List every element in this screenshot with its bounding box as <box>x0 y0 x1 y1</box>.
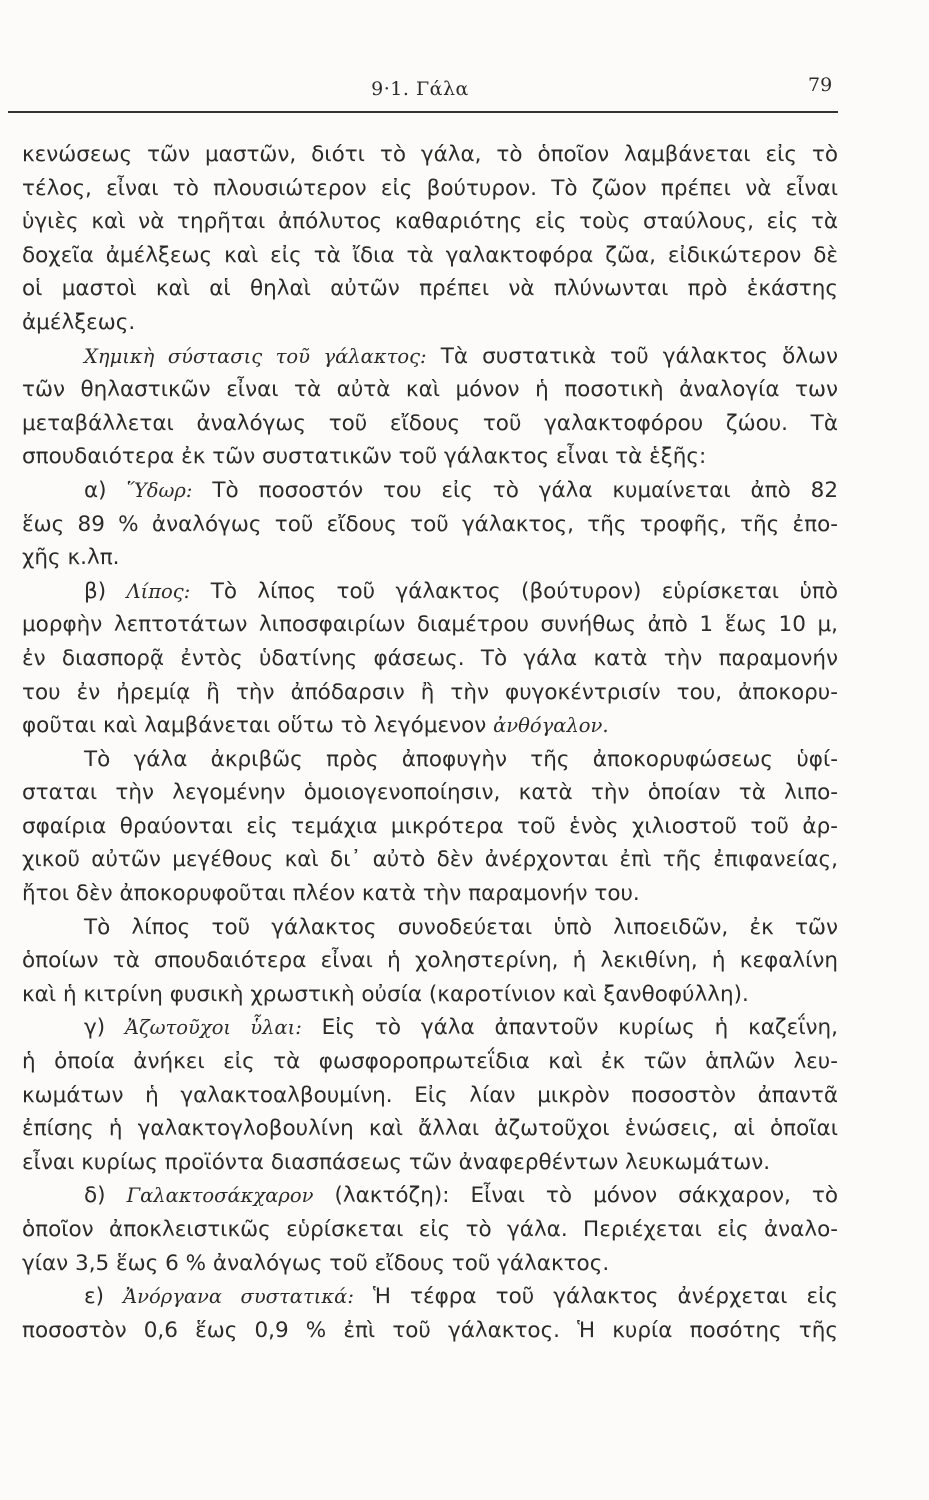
text-line: ἐν διασπορᾷ ἐντὸς ὑδατίνης φάσεως. Τὸ γάλα κατὰ τὴν παραμονήν <box>22 645 838 671</box>
text-line: μορφὴν λεπτοτάτων λιποσφαιρίων διαμέτρου συνήθως ἀπὸ 1 ἕως 10 μ, <box>22 612 838 638</box>
text-line: τῶν θηλαστικῶν εἶναι τὰ αὐτὰ καὶ μόνον ἡ ποσοτικὴ ἀναλογία των <box>22 377 838 403</box>
list-item-nitrogen: γ) Ἀζωτοῦχοι ὗλαι: Εἰς τὸ γάλα ἀπαντοῦν κυρίως ἡ καζεΐνη, <box>84 1015 838 1041</box>
text-line: τέλος, εἶναι τὸ πλουσιώτερον εἰς βούτυρον. Τὸ ζῶον πρέπει νὰ εἶναι <box>22 175 838 201</box>
item-heading: Λίπος: <box>126 579 191 603</box>
text-line: ἤτοι δὲν ἀποκορυφοῦται πλέον κατὰ τὴν παραμονήν του. <box>22 881 640 907</box>
running-title: 9·1. Γάλα <box>371 78 469 100</box>
text-line: ὁποῖον ἀποκλειστικῶς εὑρίσκεται εἰς τὸ γάλα. Περιέχεται εἰς ἀναλο- <box>22 1217 838 1242</box>
text-line: ἐπίσης ἡ γαλακτογλοβουλίνη καὶ ἄλλαι ἀζωτοῦχοι ἑνώσεις, αἱ ὁποῖαι <box>22 1116 838 1142</box>
list-item-water: α) Ὕδωρ: Τὸ ποσοστόν του εἰς τὸ γάλα κυμαίνεται ἀπὸ 82 <box>84 477 838 503</box>
text-line: ποσοστὸν 0,6 ἕως 0,9 % ἐπὶ τοῦ γάλακτος. Ἡ κυρία ποσότης τῆς <box>22 1317 838 1343</box>
text-line: καὶ ἡ κιτρίνη φυσικὴ χρωστικὴ οὐσία (καροτίνιον καὶ ξανθοφύλλη). <box>22 981 749 1007</box>
text-line: κενώσεως τῶν μαστῶν, διότι τὸ γάλα, τὸ ὁποῖον λαμβάνεται εἰς τὸ <box>22 142 838 167</box>
text-line: χικοῦ αὐτῶν μεγέθους καὶ δι᾽ αὐτὸ δὲν ἀνέρχονται ἐπὶ τῆς ἐπιφανείας, <box>22 847 838 873</box>
text-line: μεταβάλλεται ἀναλόγως τοῦ εἴδους τοῦ γαλακτοφόρου ζώου. Τὰ <box>22 410 838 436</box>
text-line: ἕως 89 % ἀναλόγως τοῦ εἴδους τοῦ γάλακτος, τῆς τροφῆς, τῆς ἐπο- <box>22 511 838 537</box>
text-line: του ἐν ἠρεμίᾳ ἢ τὴν ἀπόδαρσιν ἢ τὴν φυγοκέντρισίν του, ἀποκορυ- <box>22 679 838 705</box>
page-header <box>0 74 929 108</box>
text-line: Τὸ γάλα ἀκριβῶς πρὸς ἀποφυγὴν τῆς ἀποκορυφώσεως ὑφί- <box>84 746 838 772</box>
page-body <box>22 138 838 1347</box>
italic-term: ἀνθόγαλον. <box>493 714 609 738</box>
text-line: ἡ ὁποία ἀνήκει εἰς τὰ φωσφοροπρωτεΐδια καὶ ἐκ τῶν ἁπλῶν λευ- <box>22 1049 838 1075</box>
text-line: εἶναι κυρίως προϊόντα διασπάσεως τῶν ἀναφερθέντων λευκωμάτων. <box>22 1149 771 1175</box>
text-line: δοχεῖα ἀμέλξεως καὶ εἰς τὰ ἴδια τὰ γαλακτοφόρα ζῶα, εἰδικώτερον δὲ <box>22 242 838 268</box>
text-line: φοῦται καὶ λαμβάνεται οὕτω τὸ λεγόμενον ἀνθόγαλον. <box>22 713 609 739</box>
text-line: ἀμέλξεως. <box>22 309 136 335</box>
text-line: Τὸ λίπος τοῦ γάλακτος συνοδεύεται ὑπὸ λιποειδῶν, ἐκ τῶν <box>84 914 838 940</box>
section-heading-line: Χημικὴ σύστασις τοῦ γάλακτος: Τὰ συστατικὰ τοῦ γάλακτος ὅλων <box>84 343 838 369</box>
text-line: χῆς κ.λπ. <box>22 545 120 571</box>
header-rule <box>8 111 838 113</box>
list-item-minerals: ε) Ἀνόργανα συστατικά: Ἡ τέφρα τοῦ γάλακτος ἀνέρχεται εἰς <box>84 1284 838 1310</box>
text-line: οἱ μαστοὶ καὶ αἱ θηλαὶ αὐτῶν πρέπει νὰ πλύνωνται πρὸ ἑκάστης <box>22 276 838 302</box>
text-line: κωμάτων ἡ γαλακτοαλβουμίνη. Εἰς λίαν μικρὸν ποσοστὸν ἀπαντᾶ <box>22 1082 838 1108</box>
text-line: γίαν 3,5 ἕως 6 % ἀναλόγως τοῦ εἴδους τοῦ γάλακτος. <box>22 1250 610 1276</box>
list-item-lactose: δ) Γαλακτοσάκχαρον (λακτόζη): Εἶναι τὸ μόνον σάκχαρον, τὸ <box>84 1183 838 1209</box>
section-heading: Χημικὴ σύστασις τοῦ γάλακτος: <box>84 344 427 368</box>
item-heading: Ἀζωτοῦχοι ὗλαι: <box>124 1016 302 1040</box>
text-line: σταται τὴν λεγομένην ὁμοιογενοποίησιν, κατὰ τὴν ὁποίαν τὰ λιπο- <box>22 780 838 806</box>
text-line: σφαίρια θραύονται εἰς τεμάχια μικρότερα τοῦ ἑνὸς χιλιοστοῦ τοῦ ἀρ- <box>22 813 838 839</box>
page-number: 79 <box>808 74 833 96</box>
text-line: ὑγιὲς καὶ νὰ τηρῆται ἀπόλυτος καθαριότης εἰς τοὺς σταύλους, εἰς τὰ <box>22 209 838 235</box>
list-item-fat: β) Λίπος: Τὸ λίπος τοῦ γάλακτος (βούτυρον) εὑρίσκεται ὑπὸ <box>84 578 838 604</box>
item-heading: Γαλακτοσάκχαρον <box>126 1184 314 1208</box>
text-line: ὁποίων τὰ σπουδαιότερα εἶναι ἡ χοληστερίνη, ἡ λεκιθίνη, ἡ κεφαλίνη <box>22 948 838 974</box>
text-line: σπουδαιότερα ἐκ τῶν συστατικῶν τοῦ γάλακτος εἶναι τὰ ἑξῆς: <box>22 444 707 470</box>
item-heading: Ἀνόργανα συστατικά: <box>123 1285 354 1309</box>
item-heading: Ὕδωρ: <box>126 478 193 502</box>
